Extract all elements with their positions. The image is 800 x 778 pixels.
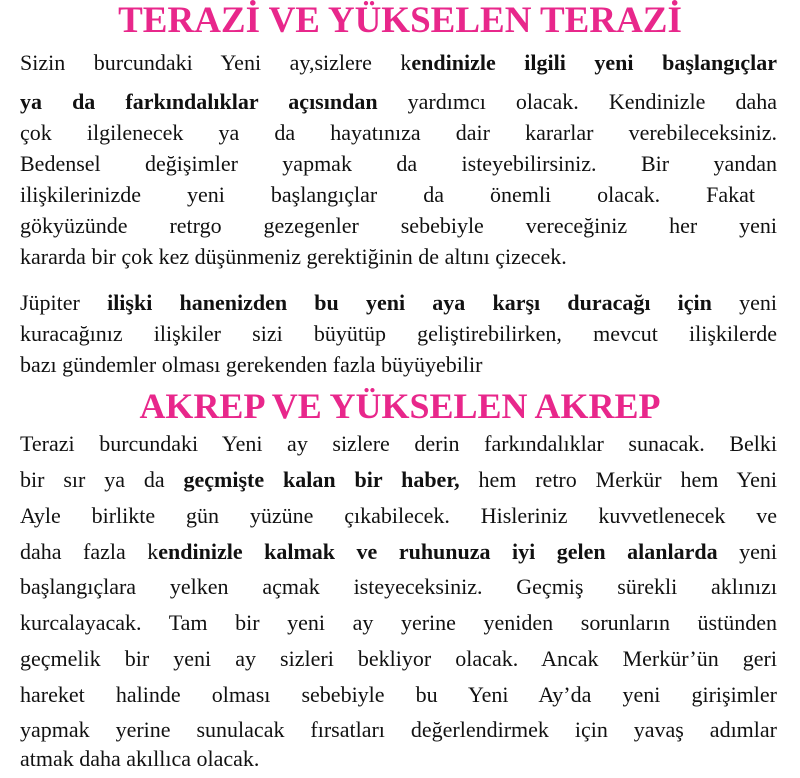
text-line: kuracağınız ilişkiler sizi büyütüp geliştirebilirken, mevcut ilişkilerde <box>20 321 777 346</box>
text-line: Ayle birlikte gün yüzüne çıkabilecek. Hisleriniz kuvvetlenecek ve <box>20 503 777 528</box>
text-line: Bedensel değişimler yapmak da isteyebilirsiniz. Bir yandan <box>20 151 777 176</box>
text-line: bazı gündemler olması gerekenden fazla büyüyebilir <box>20 352 483 377</box>
text-line: başlangıçlara yelken açmak isteyeceksiniz. Geçmiş sürekli aklınızı <box>20 574 777 599</box>
text-line: gökyüzünde retrgo gezegenler sebebiyle vereceğiniz her yeni <box>20 213 777 238</box>
text-line: ya da farkındalıklar açısından yardımcı olacak. Kendinizle daha <box>20 89 777 114</box>
text-line: kurcalayacak. Tam bir yeni ay yerine yeniden sorunların üstünden <box>20 610 777 635</box>
section-heading-akrep: AKREP VE YÜKSELEN AKREP <box>139 386 661 426</box>
section-heading-terazi: TERAZİ VE YÜKSELEN TERAZİ <box>118 0 682 41</box>
text-line: kararda bir çok kez düşünmeniz gerektiğinin de altını çizecek. <box>20 244 567 269</box>
text-line: Jüpiter ilişki hanenizden bu yeni aya karşı duracağı için yeni <box>20 290 777 315</box>
text-line: çok ilgilenecek ya da hayatınıza dair kararlar verebileceksiniz. <box>20 120 777 145</box>
text-line: bir sır ya da geçmişte kalan bir haber, hem retro Merkür hem Yeni <box>20 467 777 492</box>
text-line: ilişkilerinizde yeni başlangıçlar da önemli olacak. Fakat <box>20 182 755 207</box>
text-line: geçmelik bir yeni ay sizleri bekliyor olacak. Ancak Merkür’ün geri <box>20 646 777 671</box>
text-line: Terazi burcundaki Yeni ay sizlere derin farkındalıklar sunacak. Belki <box>20 431 777 456</box>
text-line: atmak daha akıllıca olacak. <box>20 746 260 771</box>
text-line: Sizin burcundaki Yeni ay,sizlere kendinizle ilgili yeni başlangıçlar <box>20 50 777 75</box>
text-line: daha fazla kendinizle kalmak ve ruhunuza iyi gelen alanlarda yeni <box>20 539 777 564</box>
text-line: hareket halinde olması sebebiyle bu Yeni Ay’da yeni girişimler <box>20 682 777 707</box>
text-line: yapmak yerine sunulacak fırsatları değerlendirmek için yavaş adımlar <box>20 717 777 742</box>
